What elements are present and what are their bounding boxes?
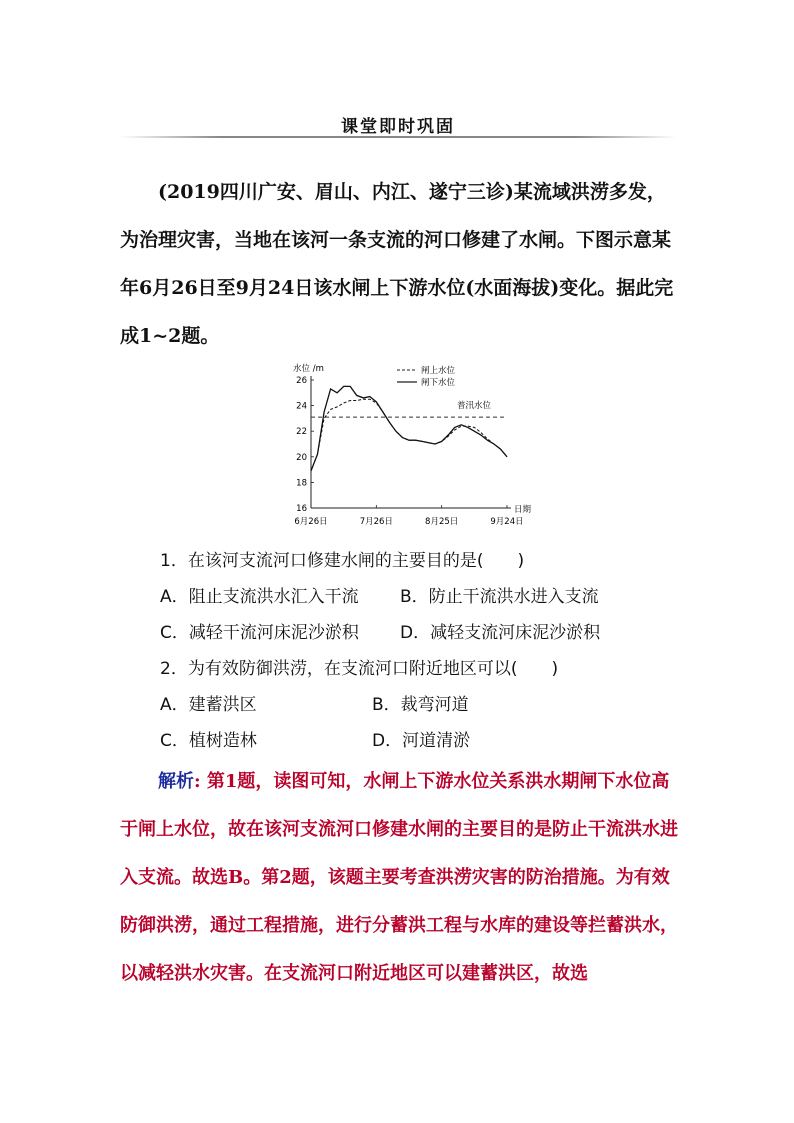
question-1-option-c: C．减轻干流河床泥沙淤积 xyxy=(160,623,359,643)
question-2-stem: 2．为有效防御洪涝，在支流河口附近地区可以( ) xyxy=(160,659,559,679)
y-tick-label: 22 xyxy=(296,427,307,438)
question-1-option-d: D．减轻支流河床泥沙淤积 xyxy=(400,623,601,643)
analysis-label: 解析 xyxy=(158,771,194,792)
x-tick-label: 8月25日 xyxy=(425,517,459,527)
section-title: 课堂即时巩固 xyxy=(341,117,455,137)
y-tick-label: 26 xyxy=(296,376,307,386)
question-2-option-b: B．裁弯河道 xyxy=(372,695,469,715)
question-2-option-c: C．植树造林 xyxy=(160,731,257,751)
y-tick-label: 24 xyxy=(296,401,307,412)
question-1-stem: 1．在该河支流河口修建水闸的主要目的是( ) xyxy=(160,551,525,571)
x-tick-label: 7月26日 xyxy=(359,517,393,527)
y-tick-label: 16 xyxy=(296,504,307,514)
y-tick-label: 20 xyxy=(296,452,307,463)
series-lower-water-level xyxy=(311,386,507,471)
legend-upper-label: 闸上水位 xyxy=(421,366,456,376)
answer-analysis xyxy=(120,758,680,998)
question-1-option-b: B．防止干流洪水进入支流 xyxy=(400,587,599,607)
section-header xyxy=(120,110,676,140)
x-tick-label: 9月24日 xyxy=(490,517,524,527)
legend-lower-label: 闸下水位 xyxy=(421,378,456,388)
question-intro xyxy=(120,168,680,360)
analysis-text: : 第1题，读图可知，水闸上下游水位关系洪水期闸下水位高于闸上水位，故在该河支流河口修建水闸的主要目的是防止干流洪水进入支流。故选B。第2题，该题主要考查洪涝灾害的防治措施。为有效防御洪涝，通过工程措施，进行分蓄洪工程与水库的建设等拦蓄洪水，以减轻洪水灾害。在支流河口附近地区可以建蓄洪区，故选 xyxy=(120,771,678,984)
y-axis-label: 水位 /m xyxy=(293,364,324,374)
x-axis-label: 日期 xyxy=(514,505,532,515)
reference-line-label: 普汛水位 xyxy=(457,401,492,411)
water-level-chart xyxy=(285,358,535,536)
question-1-option-a: A．阻止支流洪水汇入干流 xyxy=(160,587,359,607)
question-2-option-a: A．建蓄洪区 xyxy=(160,695,257,715)
intro-text: (2019四川广安、眉山、内江、遂宁三诊)某流域洪涝多发，为治理灾害，当地在该河一条支流的河口修建了水闸。下图示意某年6月26日至9月24日该水闸上下游水位(水面海拔)变化。据此完成1~2题。 xyxy=(120,181,674,347)
y-tick-label: 18 xyxy=(296,478,307,489)
x-tick-label: 6月26日 xyxy=(294,517,328,527)
question-2-option-d: D．河道清淤 xyxy=(372,731,471,751)
